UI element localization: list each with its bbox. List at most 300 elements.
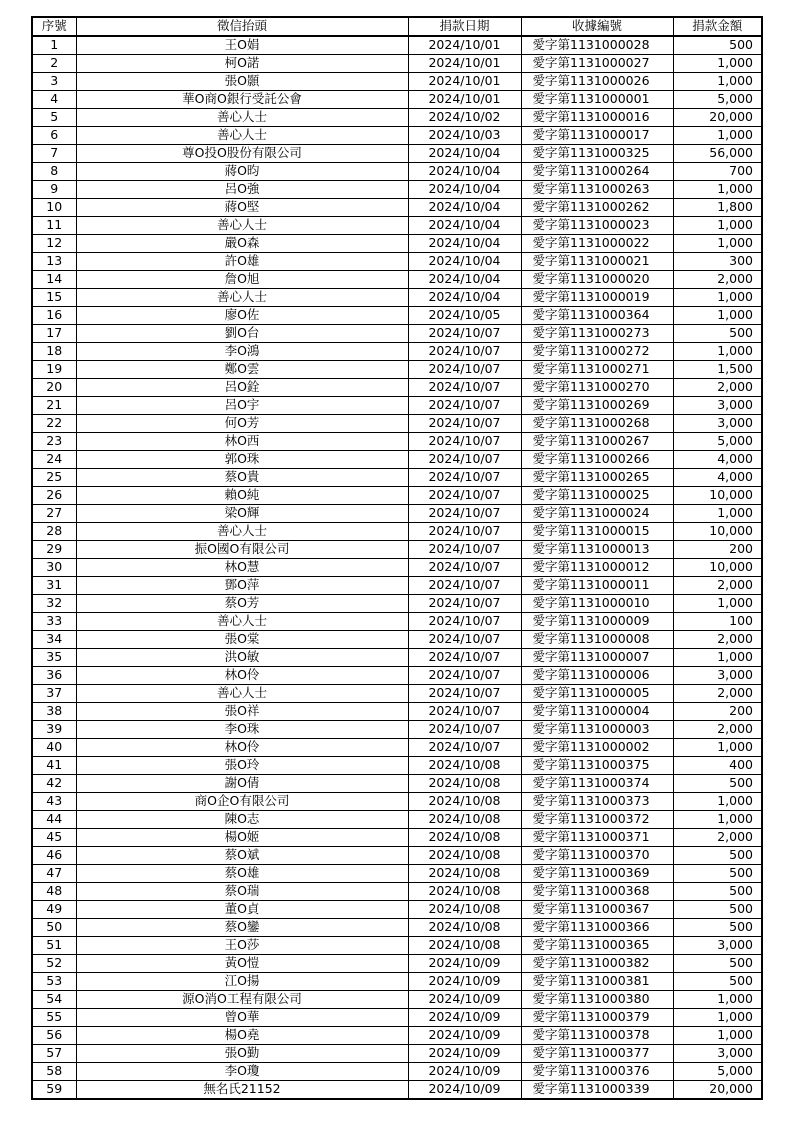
receipt-number: 愛字第1131000022 <box>521 235 673 253</box>
donation-amount: 3,000 <box>673 1045 762 1063</box>
row-serial: 10 <box>32 199 76 217</box>
receipt-number: 愛字第1131000370 <box>521 847 673 865</box>
donation-amount: 1,000 <box>673 307 762 325</box>
row-serial: 59 <box>32 1081 76 1100</box>
receipt-number: 愛字第1131000269 <box>521 397 673 415</box>
row-serial: 55 <box>32 1009 76 1027</box>
receipt-number: 愛字第1131000367 <box>521 901 673 919</box>
table-row <box>32 559 762 577</box>
donation-date: 2024/10/04 <box>408 235 521 253</box>
row-serial: 42 <box>32 775 76 793</box>
donation-date: 2024/10/09 <box>408 1081 521 1100</box>
donor-name: 呂O宇 <box>76 397 408 415</box>
row-serial: 50 <box>32 919 76 937</box>
donation-date: 2024/10/09 <box>408 1063 521 1081</box>
donation-date: 2024/10/07 <box>408 739 521 757</box>
table-row <box>32 55 762 73</box>
receipt-number: 愛字第1131000372 <box>521 811 673 829</box>
donor-name: 賴O純 <box>76 487 408 505</box>
table-row <box>32 325 762 343</box>
donor-name: 善心人士 <box>76 109 408 127</box>
donor-name: 李O瓊 <box>76 1063 408 1081</box>
donation-amount: 1,000 <box>673 181 762 199</box>
table-row <box>32 433 762 451</box>
table-row <box>32 505 762 523</box>
receipt-number: 愛字第1131000339 <box>521 1081 673 1100</box>
donation-amount: 1,000 <box>673 811 762 829</box>
receipt-number: 愛字第1131000016 <box>521 109 673 127</box>
donor-name: 善心人士 <box>76 289 408 307</box>
table-row <box>32 667 762 685</box>
donation-date: 2024/10/07 <box>408 379 521 397</box>
row-serial: 9 <box>32 181 76 199</box>
receipt-number: 愛字第1131000271 <box>521 361 673 379</box>
donation-amount: 2,000 <box>673 271 762 289</box>
donation-amount: 1,000 <box>673 505 762 523</box>
receipt-number: 愛字第1131000266 <box>521 451 673 469</box>
donation-amount: 200 <box>673 541 762 559</box>
donation-date: 2024/10/01 <box>408 73 521 91</box>
row-serial: 57 <box>32 1045 76 1063</box>
donor-name: 劉O台 <box>76 325 408 343</box>
donor-name: 王O娟 <box>76 36 408 55</box>
row-serial: 38 <box>32 703 76 721</box>
donor-name: 無名氏21152 <box>76 1081 408 1100</box>
receipt-number: 愛字第1131000375 <box>521 757 673 775</box>
donation-date: 2024/10/08 <box>408 811 521 829</box>
donation-amount: 1,000 <box>673 649 762 667</box>
donation-amount: 3,000 <box>673 667 762 685</box>
donation-amount: 1,000 <box>673 127 762 145</box>
row-serial: 34 <box>32 631 76 649</box>
donation-amount: 1,000 <box>673 1027 762 1045</box>
donation-amount: 500 <box>673 883 762 901</box>
donor-name: 張O勤 <box>76 1045 408 1063</box>
donation-amount: 1,000 <box>673 1009 762 1027</box>
header-date: 捐款日期 <box>408 17 521 36</box>
receipt-number: 愛字第1131000013 <box>521 541 673 559</box>
table-row <box>32 451 762 469</box>
donation-date: 2024/10/09 <box>408 955 521 973</box>
donation-amount: 1,000 <box>673 739 762 757</box>
table-row <box>32 109 762 127</box>
table-row <box>32 775 762 793</box>
donor-name: 張O棠 <box>76 631 408 649</box>
table-row <box>32 379 762 397</box>
row-serial: 5 <box>32 109 76 127</box>
donation-amount: 500 <box>673 36 762 55</box>
row-serial: 47 <box>32 865 76 883</box>
receipt-number: 愛字第1131000001 <box>521 91 673 109</box>
donation-date: 2024/10/04 <box>408 145 521 163</box>
row-serial: 31 <box>32 577 76 595</box>
row-serial: 27 <box>32 505 76 523</box>
donor-name: 廖O佐 <box>76 307 408 325</box>
donor-name: 郭O珠 <box>76 451 408 469</box>
row-serial: 4 <box>32 91 76 109</box>
table-row <box>32 253 762 271</box>
receipt-number: 愛字第1131000021 <box>521 253 673 271</box>
table-row <box>32 415 762 433</box>
donation-table <box>31 16 763 1100</box>
donor-name: 林O伶 <box>76 667 408 685</box>
donation-date: 2024/10/02 <box>408 109 521 127</box>
receipt-number: 愛字第1131000380 <box>521 991 673 1009</box>
receipt-number: 愛字第1131000009 <box>521 613 673 631</box>
donation-date: 2024/10/07 <box>408 397 521 415</box>
table-row <box>32 235 762 253</box>
donation-amount: 4,000 <box>673 451 762 469</box>
donor-name: 林O西 <box>76 433 408 451</box>
row-serial: 33 <box>32 613 76 631</box>
donor-name: 呂O強 <box>76 181 408 199</box>
donation-date: 2024/10/09 <box>408 991 521 1009</box>
donation-amount: 20,000 <box>673 109 762 127</box>
donor-name: 善心人士 <box>76 613 408 631</box>
donation-amount: 300 <box>673 253 762 271</box>
receipt-number: 愛字第1131000008 <box>521 631 673 649</box>
donor-name: 華O商O銀行受託公會 <box>76 91 408 109</box>
donor-name: 王O莎 <box>76 937 408 955</box>
receipt-number: 愛字第1131000364 <box>521 307 673 325</box>
donor-name: 何O芳 <box>76 415 408 433</box>
donation-amount: 1,000 <box>673 289 762 307</box>
row-serial: 2 <box>32 55 76 73</box>
donation-date: 2024/10/04 <box>408 181 521 199</box>
donation-amount: 2,000 <box>673 631 762 649</box>
table-row <box>32 307 762 325</box>
row-serial: 16 <box>32 307 76 325</box>
row-serial: 8 <box>32 163 76 181</box>
donation-date: 2024/10/04 <box>408 163 521 181</box>
donation-date: 2024/10/07 <box>408 631 521 649</box>
header-amount: 捐款金額 <box>673 17 762 36</box>
row-serial: 22 <box>32 415 76 433</box>
donation-amount: 1,000 <box>673 793 762 811</box>
donor-name: 張O顥 <box>76 73 408 91</box>
row-serial: 21 <box>32 397 76 415</box>
table-row <box>32 145 762 163</box>
row-serial: 26 <box>32 487 76 505</box>
receipt-number: 愛字第1131000010 <box>521 595 673 613</box>
table-row <box>32 739 762 757</box>
donor-name: 振O國O有限公司 <box>76 541 408 559</box>
receipt-number: 愛字第1131000270 <box>521 379 673 397</box>
table-row <box>32 865 762 883</box>
receipt-number: 愛字第1131000374 <box>521 775 673 793</box>
donor-name: 許O雄 <box>76 253 408 271</box>
receipt-number: 愛字第1131000015 <box>521 523 673 541</box>
donation-amount: 500 <box>673 775 762 793</box>
donation-amount: 1,000 <box>673 73 762 91</box>
donor-name: 鄧O萍 <box>76 577 408 595</box>
receipt-number: 愛字第1131000011 <box>521 577 673 595</box>
table-body <box>32 36 762 1099</box>
receipt-number: 愛字第1131000264 <box>521 163 673 181</box>
donation-date: 2024/10/09 <box>408 1009 521 1027</box>
receipt-number: 愛字第1131000025 <box>521 487 673 505</box>
donation-date: 2024/10/07 <box>408 433 521 451</box>
table-row <box>32 955 762 973</box>
donation-date: 2024/10/07 <box>408 505 521 523</box>
donor-name: 源O消O工程有限公司 <box>76 991 408 1009</box>
donor-name: 善心人士 <box>76 217 408 235</box>
donor-name: 蔣O堅 <box>76 199 408 217</box>
donation-date: 2024/10/03 <box>408 127 521 145</box>
table-row <box>32 757 762 775</box>
donation-date: 2024/10/08 <box>408 937 521 955</box>
row-serial: 12 <box>32 235 76 253</box>
donor-name: 善心人士 <box>76 523 408 541</box>
row-serial: 32 <box>32 595 76 613</box>
receipt-number: 愛字第1131000376 <box>521 1063 673 1081</box>
donation-amount: 500 <box>673 847 762 865</box>
receipt-number: 愛字第1131000004 <box>521 703 673 721</box>
row-serial: 24 <box>32 451 76 469</box>
donation-date: 2024/10/08 <box>408 901 521 919</box>
table-row <box>32 991 762 1009</box>
donor-name: 張O玲 <box>76 757 408 775</box>
receipt-number: 愛字第1131000019 <box>521 289 673 307</box>
donation-date: 2024/10/05 <box>408 307 521 325</box>
donation-amount: 56,000 <box>673 145 762 163</box>
donor-name: 詹O旭 <box>76 271 408 289</box>
row-serial: 43 <box>32 793 76 811</box>
receipt-number: 愛字第1131000369 <box>521 865 673 883</box>
donor-name: 林O伶 <box>76 739 408 757</box>
table-row <box>32 1063 762 1081</box>
donor-name: 黃O愷 <box>76 955 408 973</box>
receipt-number: 愛字第1131000020 <box>521 271 673 289</box>
table-row <box>32 613 762 631</box>
donation-date: 2024/10/07 <box>408 415 521 433</box>
table-row <box>32 36 762 55</box>
row-serial: 17 <box>32 325 76 343</box>
row-serial: 54 <box>32 991 76 1009</box>
donation-date: 2024/10/07 <box>408 325 521 343</box>
donation-date: 2024/10/04 <box>408 217 521 235</box>
donation-amount: 200 <box>673 703 762 721</box>
row-serial: 20 <box>32 379 76 397</box>
row-serial: 23 <box>32 433 76 451</box>
receipt-number: 愛字第1131000002 <box>521 739 673 757</box>
donor-name: 嚴O森 <box>76 235 408 253</box>
header-donor: 徵信抬頭 <box>76 17 408 36</box>
donation-date: 2024/10/01 <box>408 91 521 109</box>
table-row <box>32 721 762 739</box>
row-serial: 13 <box>32 253 76 271</box>
row-serial: 49 <box>32 901 76 919</box>
donor-name: 鄭O雲 <box>76 361 408 379</box>
donation-date: 2024/10/08 <box>408 883 521 901</box>
header-serial: 序號 <box>32 17 76 36</box>
table-row <box>32 343 762 361</box>
donor-name: 蔣O昀 <box>76 163 408 181</box>
donation-date: 2024/10/07 <box>408 451 521 469</box>
donation-date: 2024/10/07 <box>408 649 521 667</box>
donor-name: 李O鴻 <box>76 343 408 361</box>
receipt-number: 愛字第1131000378 <box>521 1027 673 1045</box>
donor-name: 柯O諾 <box>76 55 408 73</box>
donation-date: 2024/10/08 <box>408 847 521 865</box>
table-row <box>32 1045 762 1063</box>
donation-amount: 400 <box>673 757 762 775</box>
table-row <box>32 541 762 559</box>
row-serial: 19 <box>32 361 76 379</box>
table-row <box>32 649 762 667</box>
table-row <box>32 73 762 91</box>
receipt-number: 愛字第1131000373 <box>521 793 673 811</box>
row-serial: 53 <box>32 973 76 991</box>
receipt-number: 愛字第1131000027 <box>521 55 673 73</box>
donation-amount: 10,000 <box>673 487 762 505</box>
donor-name: 董O貞 <box>76 901 408 919</box>
donor-name: 楊O堯 <box>76 1027 408 1045</box>
donation-amount: 2,000 <box>673 829 762 847</box>
donation-amount: 1,000 <box>673 235 762 253</box>
receipt-number: 愛字第1131000377 <box>521 1045 673 1063</box>
donation-date: 2024/10/08 <box>408 757 521 775</box>
receipt-number: 愛字第1131000012 <box>521 559 673 577</box>
donation-date: 2024/10/08 <box>408 865 521 883</box>
donation-amount: 100 <box>673 613 762 631</box>
donor-name: 洪O敏 <box>76 649 408 667</box>
table-row <box>32 631 762 649</box>
table-row <box>32 469 762 487</box>
table-row <box>32 685 762 703</box>
table-row <box>32 1081 762 1100</box>
donation-amount: 1,000 <box>673 217 762 235</box>
table-row <box>32 901 762 919</box>
table-row <box>32 523 762 541</box>
table-row <box>32 199 762 217</box>
donor-name: 蔡O斌 <box>76 847 408 865</box>
receipt-number: 愛字第1131000028 <box>521 36 673 55</box>
donation-amount: 1,800 <box>673 199 762 217</box>
receipt-number: 愛字第1131000024 <box>521 505 673 523</box>
row-serial: 25 <box>32 469 76 487</box>
row-serial: 28 <box>32 523 76 541</box>
row-serial: 44 <box>32 811 76 829</box>
row-serial: 41 <box>32 757 76 775</box>
table-row <box>32 127 762 145</box>
donation-date: 2024/10/09 <box>408 1027 521 1045</box>
donor-name: 呂O銓 <box>76 379 408 397</box>
donation-date: 2024/10/07 <box>408 613 521 631</box>
row-serial: 29 <box>32 541 76 559</box>
donation-amount: 500 <box>673 973 762 991</box>
table-row <box>32 829 762 847</box>
donation-amount: 5,000 <box>673 1063 762 1081</box>
table-row <box>32 883 762 901</box>
donation-date: 2024/10/04 <box>408 199 521 217</box>
receipt-number: 愛字第1131000267 <box>521 433 673 451</box>
row-serial: 56 <box>32 1027 76 1045</box>
row-serial: 1 <box>32 36 76 55</box>
table-row <box>32 919 762 937</box>
donation-amount: 500 <box>673 955 762 973</box>
donation-amount: 2,000 <box>673 721 762 739</box>
donation-date: 2024/10/09 <box>408 1045 521 1063</box>
receipt-number: 愛字第1131000023 <box>521 217 673 235</box>
donor-name: 楊O姬 <box>76 829 408 847</box>
receipt-number: 愛字第1131000262 <box>521 199 673 217</box>
donation-date: 2024/10/04 <box>408 289 521 307</box>
donation-date: 2024/10/07 <box>408 703 521 721</box>
donation-date: 2024/10/07 <box>408 343 521 361</box>
donation-amount: 5,000 <box>673 433 762 451</box>
donor-name: 江O揚 <box>76 973 408 991</box>
table-row <box>32 1027 762 1045</box>
donation-amount: 700 <box>673 163 762 181</box>
header-receipt: 收據編號 <box>521 17 673 36</box>
donation-date: 2024/10/04 <box>408 253 521 271</box>
donation-amount: 1,000 <box>673 595 762 613</box>
donation-amount: 500 <box>673 919 762 937</box>
row-serial: 36 <box>32 667 76 685</box>
donation-amount: 3,000 <box>673 397 762 415</box>
donor-name: 尊O投O股份有限公司 <box>76 145 408 163</box>
row-serial: 37 <box>32 685 76 703</box>
donation-date: 2024/10/08 <box>408 775 521 793</box>
donation-date: 2024/10/07 <box>408 523 521 541</box>
donation-amount: 10,000 <box>673 559 762 577</box>
row-serial: 51 <box>32 937 76 955</box>
receipt-number: 愛字第1131000368 <box>521 883 673 901</box>
receipt-number: 愛字第1131000265 <box>521 469 673 487</box>
receipt-number: 愛字第1131000005 <box>521 685 673 703</box>
donation-date: 2024/10/07 <box>408 721 521 739</box>
table-row <box>32 703 762 721</box>
receipt-number: 愛字第1131000006 <box>521 667 673 685</box>
table-row <box>32 487 762 505</box>
donor-name: 蔡O瑞 <box>76 883 408 901</box>
table-row <box>32 361 762 379</box>
donation-date: 2024/10/04 <box>408 271 521 289</box>
donation-date: 2024/10/08 <box>408 793 521 811</box>
donation-date: 2024/10/07 <box>408 577 521 595</box>
row-serial: 58 <box>32 1063 76 1081</box>
donor-name: 李O珠 <box>76 721 408 739</box>
donation-amount: 1,000 <box>673 343 762 361</box>
row-serial: 40 <box>32 739 76 757</box>
donor-name: 善心人士 <box>76 127 408 145</box>
donation-amount: 5,000 <box>673 91 762 109</box>
receipt-number: 愛字第1131000381 <box>521 973 673 991</box>
receipt-number: 愛字第1131000026 <box>521 73 673 91</box>
donor-name: 謝O倩 <box>76 775 408 793</box>
donation-amount: 3,000 <box>673 937 762 955</box>
table-row <box>32 91 762 109</box>
receipt-number: 愛字第1131000273 <box>521 325 673 343</box>
receipt-number: 愛字第1131000365 <box>521 937 673 955</box>
donor-name: 梁O輝 <box>76 505 408 523</box>
receipt-number: 愛字第1131000371 <box>521 829 673 847</box>
donation-amount: 1,000 <box>673 991 762 1009</box>
receipt-number: 愛字第1131000268 <box>521 415 673 433</box>
donation-date: 2024/10/09 <box>408 973 521 991</box>
donation-amount: 2,000 <box>673 577 762 595</box>
row-serial: 45 <box>32 829 76 847</box>
donation-amount: 1,000 <box>673 55 762 73</box>
table-row <box>32 577 762 595</box>
row-serial: 48 <box>32 883 76 901</box>
donation-date: 2024/10/07 <box>408 559 521 577</box>
donor-name: 張O祥 <box>76 703 408 721</box>
donation-date: 2024/10/08 <box>408 919 521 937</box>
receipt-number: 愛字第1131000017 <box>521 127 673 145</box>
table-row <box>32 811 762 829</box>
